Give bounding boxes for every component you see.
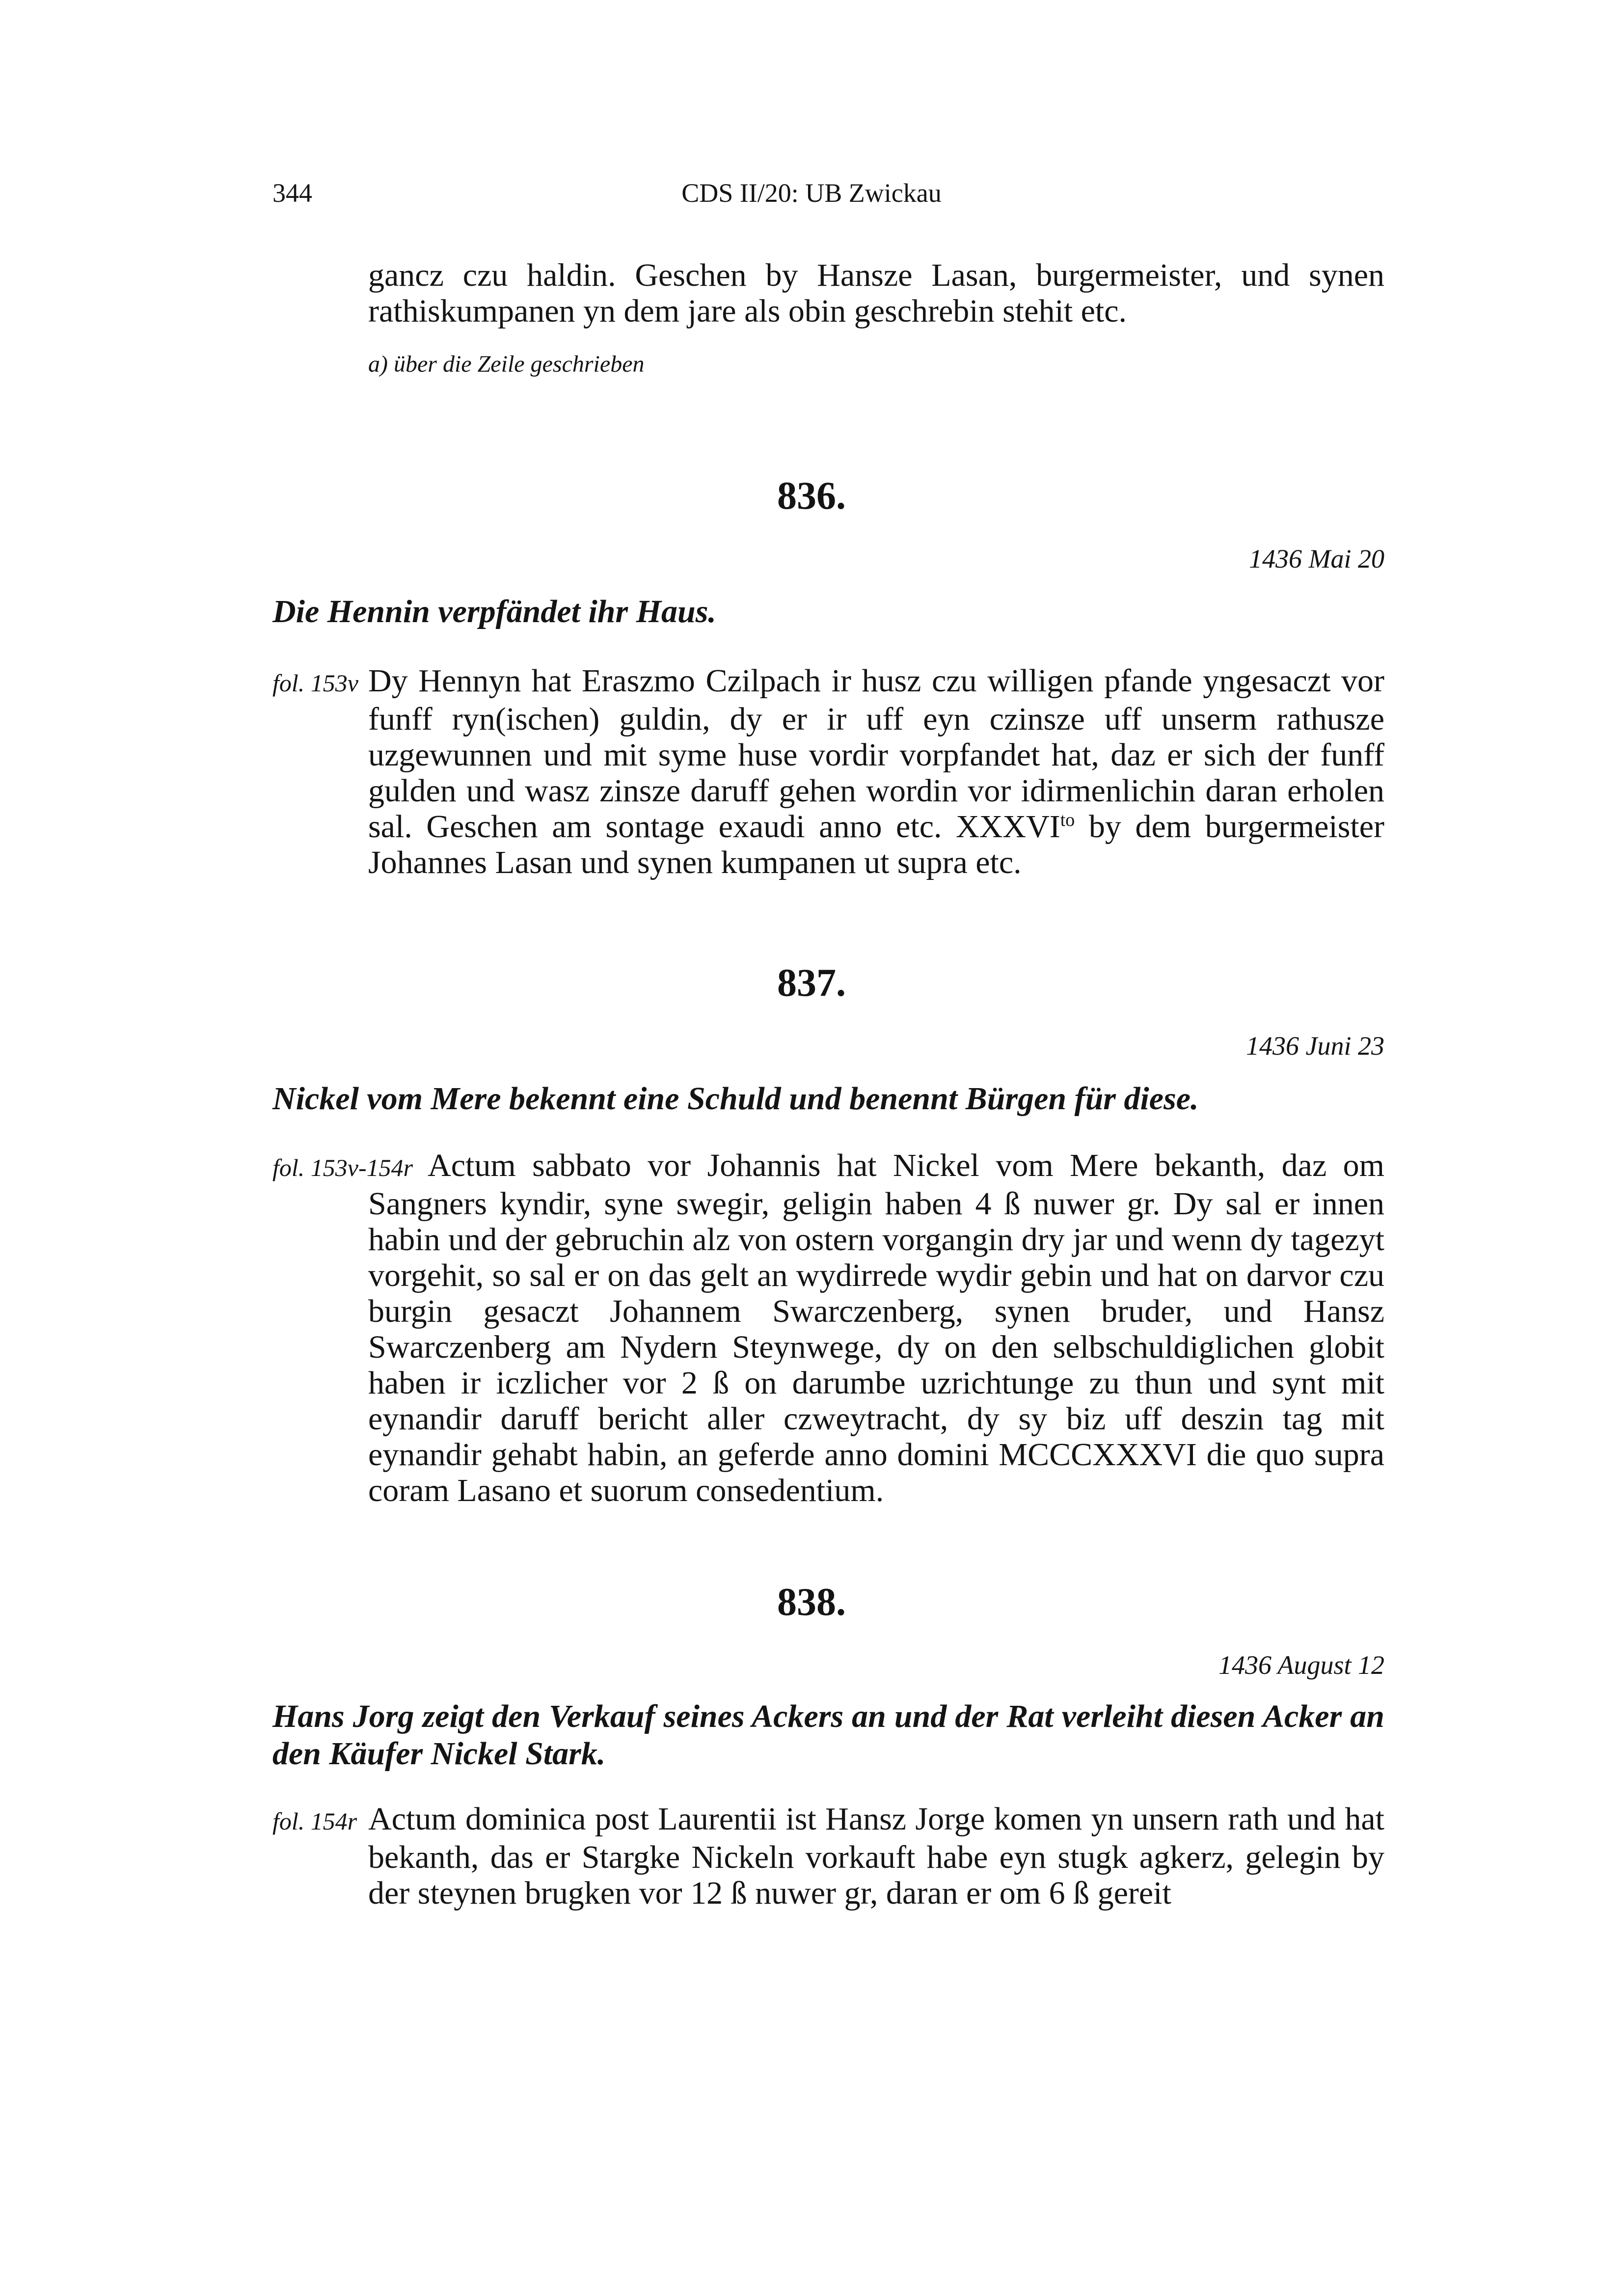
document-text-part: Actum dominica post Laurentii ist Hansz Jorge komen yn unsern rath und hat bekanth, das er Stargke Nickeln vorkauft habe eyn stugk agkerz, gelegin by der steynen brugken vor 12 ß nuwer gr, daran er om 6 ß gereit xyxy=(368,1801,1384,1911)
document-heading-838: Hans Jorg zeigt den Verkauf seines Ackers an und der Rat verleiht diesen Acker an den Käufer Nickel Stark. xyxy=(272,1698,1384,1772)
superscript: to xyxy=(1060,810,1075,830)
document-text-837 xyxy=(272,1148,1384,1508)
document-text-838 xyxy=(272,1801,1384,1911)
document-heading-837: Nickel vom Mere bekennt eine Schuld und benennt Bürgen für diese. xyxy=(272,1081,1199,1117)
footnote: a) über die Zeile geschrieben xyxy=(368,351,645,377)
intro-paragraph: gancz czu haldin. Geschen by Hansze Lasan, burgermeister, und synen rathiskumpanen yn dem jare als obin geschrebin stehit etc. xyxy=(368,257,1384,329)
document-date-838: 1436 August 12 xyxy=(1218,1650,1384,1680)
folio-reference: fol. 153v xyxy=(272,669,358,697)
document-number-836: 836. xyxy=(777,474,846,518)
document-date-836: 1436 Mai 20 xyxy=(1249,544,1384,574)
document-date-837: 1436 Juni 23 xyxy=(1246,1031,1384,1061)
document-text-836 xyxy=(272,663,1384,880)
document-heading-836: Die Hennin verpfändet ihr Haus. xyxy=(272,594,716,629)
folio-reference: fol. 153v-154r xyxy=(272,1154,413,1181)
running-title: CDS II/20: UB Zwickau xyxy=(681,178,942,208)
document-text-part: by dem burgermeister Johannes Lasan und synen kumpanen ut supra etc. xyxy=(368,809,1385,880)
document-text-part: Dy Hennyn hat Eraszmo Czilpach ir husz czu willigen pfande yngesaczt vor funff ryn(ischen) guldin, dy er ir uff eyn czinsze uff unserm rathusze uzgewunnen und mit syme huse vordir vorpfandet hat, daz er sich der funff gulden und wasz zinsze daruff gehen wordin vor idirmenlichin daran erholen sal. Geschen am sontage exaudi anno etc. XXXVI xyxy=(368,663,1384,845)
document-number-837: 837. xyxy=(777,961,846,1005)
document-number-838: 838. xyxy=(777,1581,846,1624)
document-text-part: Actum sabbato vor Johannis hat Nickel vom Mere bekanth, daz om Sangners kyndir, syne swegir, geligin haben 4 ß nuwer gr. Dy sal er innen habin und der gebruchin alz von ostern vorgangin dry jar und wenn dy tagezyt vorgehit, so sal er on das gelt an wydirrede wydir gebin und hat on darvor czu burgin gesaczt Johannem Swarczenberg, synen bruder, und Hansz Swarczenberg am Nydern Steynwege, dy on den selbschuldiglichen globit haben ir iczlicher vor 2 ß on darumbe uzrichtunge zu thun und synt mit eynandir daruff bericht aller czweytracht, dy sy biz uff deszin tag mit eynandir gehabt habin, an geferde anno domini MCCCXXXVI die quo supra coram Lasano et suorum consedentium. xyxy=(368,1148,1384,1508)
page-number: 344 xyxy=(272,178,312,208)
folio-reference: fol. 154r xyxy=(272,1807,357,1835)
